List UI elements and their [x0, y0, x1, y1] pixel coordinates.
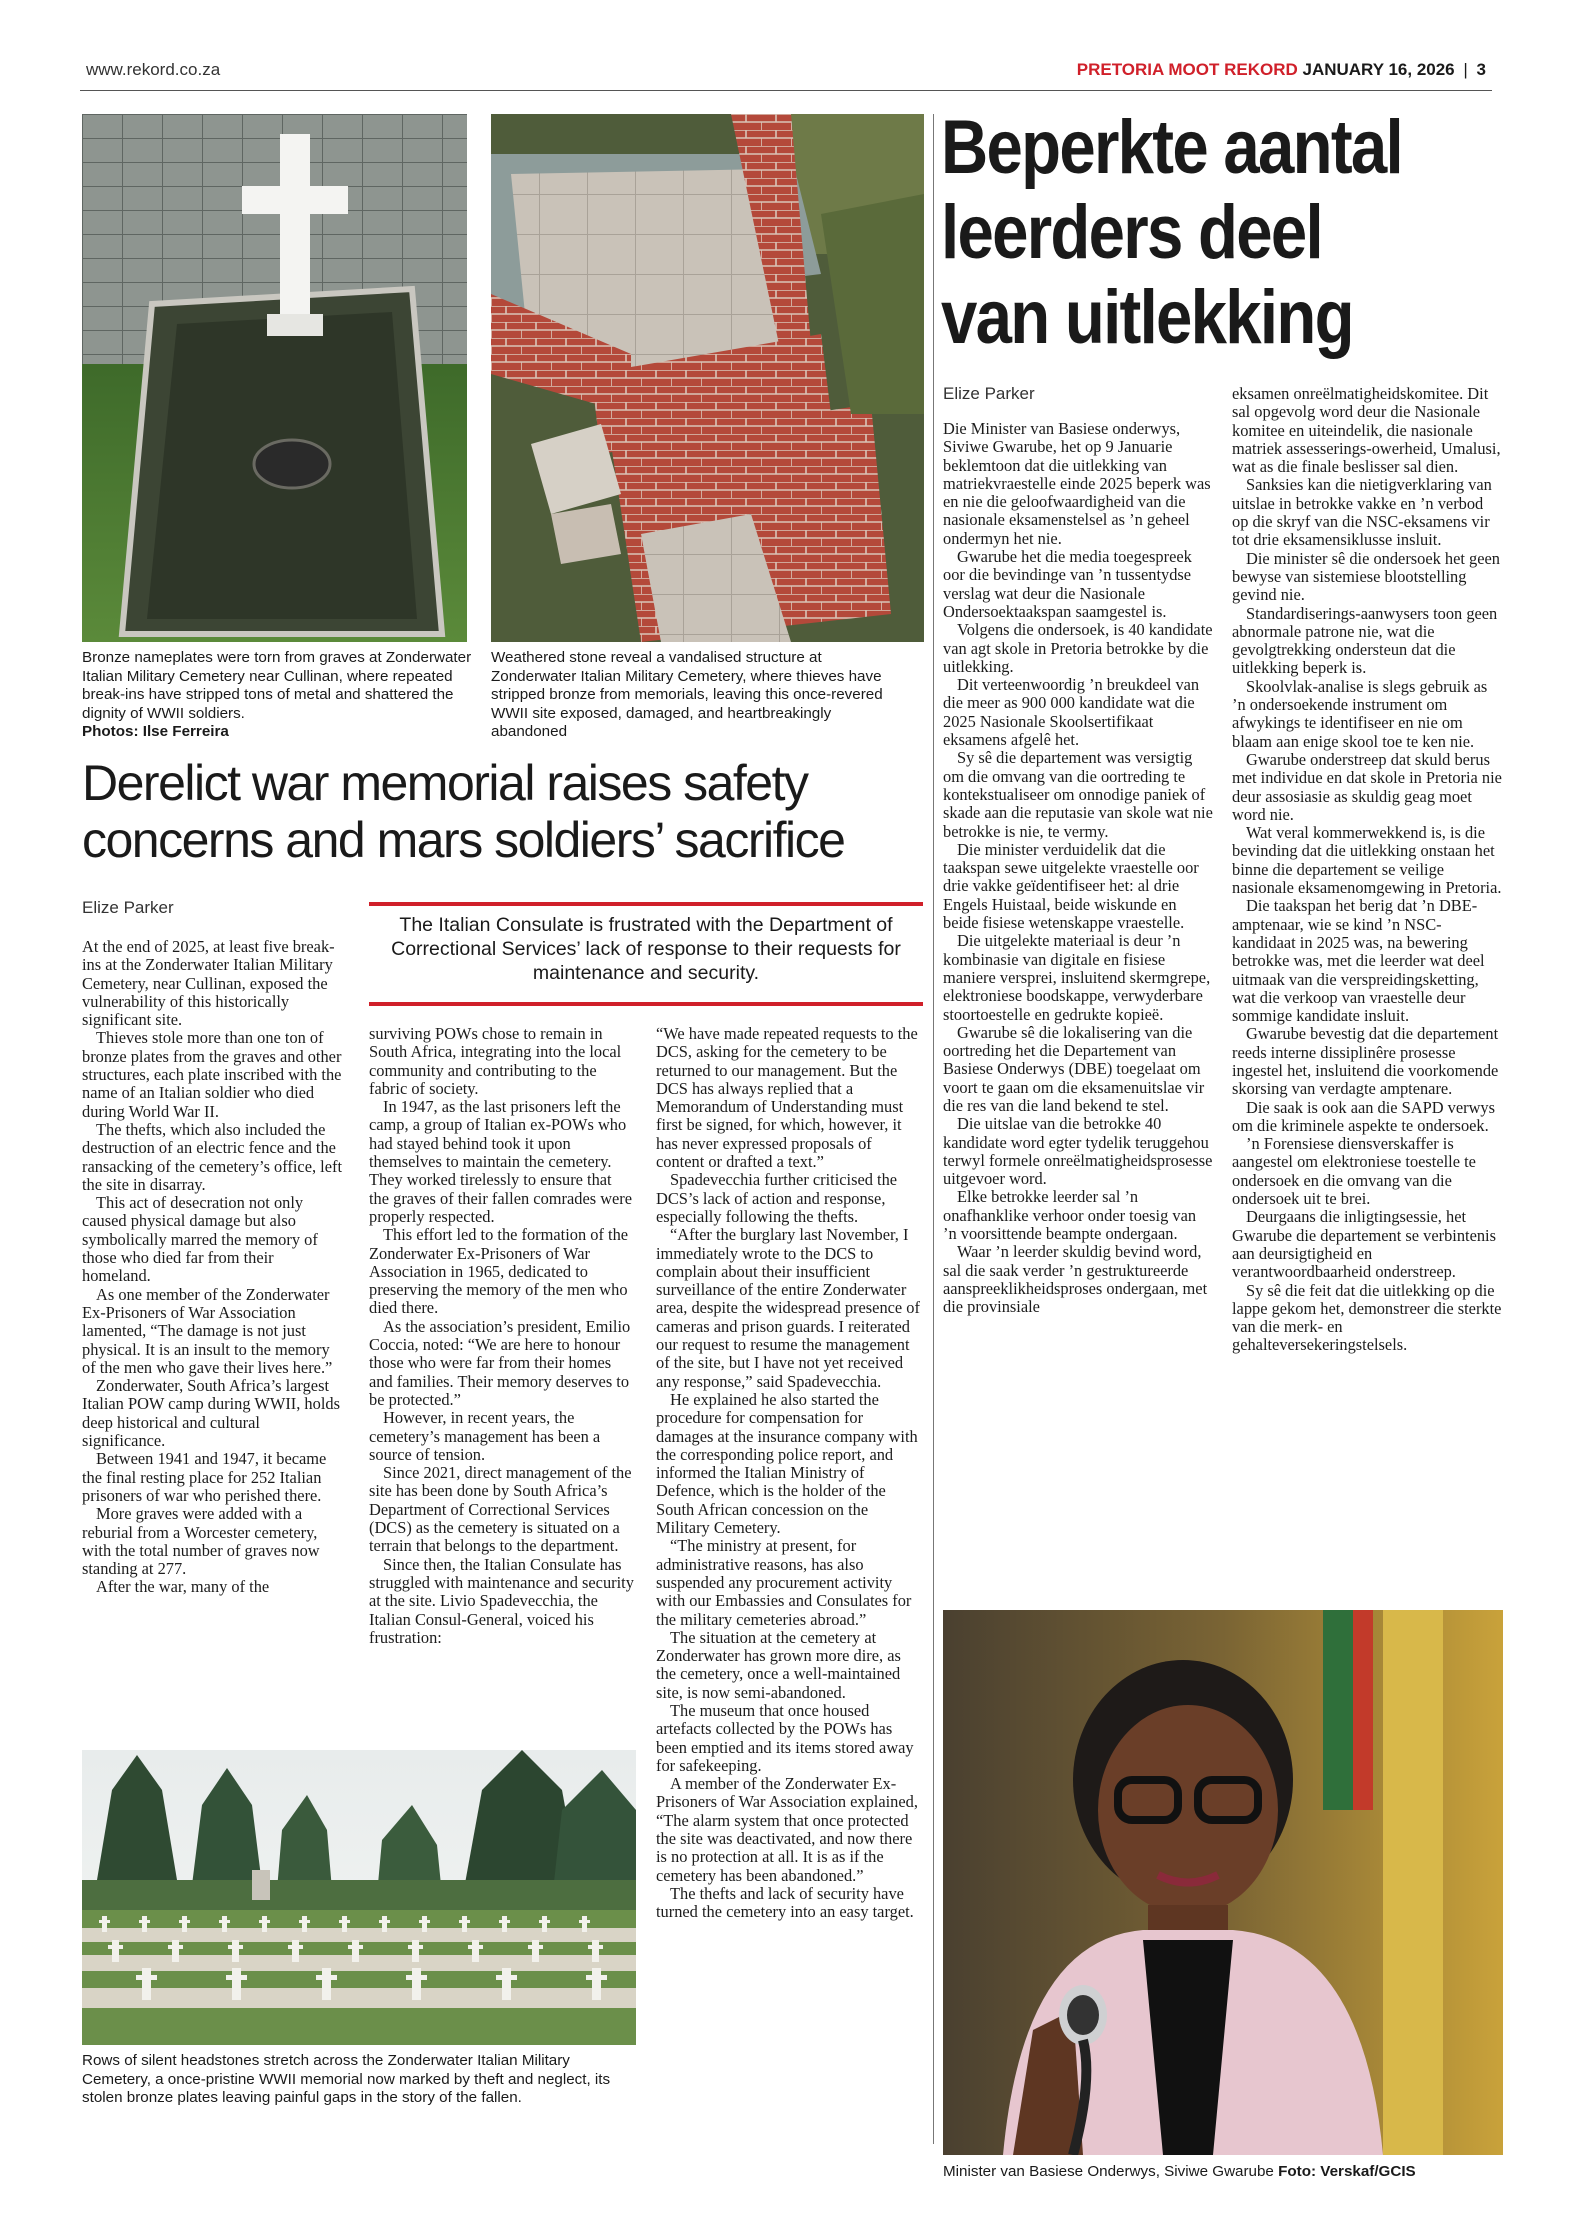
paragraph: Skoolvlak-analise is slegs gebruik as ’n ondersoekende instrument om afwykings te identifiseer en nie om blaam aan enige skool toe te ken nie.: [1232, 676, 1488, 751]
paragraph: Die minister sê die ondersoek het geen bewyse van sistemiese blootstelling gevind nie.: [1232, 548, 1500, 605]
paragraph: surviving POWs chose to remain in South Africa, integrating into the local community and contributing to the fabric of society.: [369, 1024, 622, 1098]
photo-credit: Photos: Ilse Ferreira: [82, 723, 229, 741]
publication-name: PRETORIA MOOT REKORD: [1076, 60, 1298, 79]
grave-cross-caption-block: [82, 649, 478, 742]
memorial-column-3: [656, 1025, 922, 1922]
paragraph: Elke betrokke leerder sal ’n onafhanklike verhoor onder toesig van ’n voorsittende beampte ondergaan.: [943, 1187, 1197, 1244]
paragraph: Die taakspan het berig dat ’n DBE-amptenaar, wie se kind ’n NSC-kandidaat in 2025 was, na bewering betrokke was, met die leerder wat deel uitmaak van die verspreidingsketting, wat die verkoop van vraestelle deur sommige kandidate insluit.: [1232, 896, 1485, 1026]
paragraph: The situation at the cemetery at Zonderwater has grown more dire, as the cemetery, once a well-maintained site, is now semi-abandoned.: [656, 1627, 901, 1702]
leak-headline-line2: leerders deel: [941, 190, 1322, 275]
paragraph: Dit verteenwoordig ’n breukdeel van die meer as 900 000 kandidate wat die 2025 Nasionale Skoolsertifikaat eksamens afgelê het.: [943, 675, 1200, 750]
paragraph: Die minister verduidelik dat die taakspan sewe uitgelekte vraestelle oor drie vakke geïdentifiseer het: al drie Engels Huistaal, beide wiskunde en beide fisiese wetenskappe vraestelle.: [943, 839, 1199, 933]
grave-cross-caption: Bronze nameplates were torn from graves at Zonderwater Italian Military Cemetery near Cullinan, where repeated break-ins have stripped tons of metal and shattered the dignity of WWII soldiers.: [82, 649, 472, 722]
paragraph: This act of desecration not only caused physical damage but also symbolically marred the memory of those who died far from their homeland.: [82, 1193, 318, 1286]
paragraph: Sy sê die departement was versigtig om die omvang van die oortreding te kontekstualiseer om onnodige paniek of skade aan die reputasie van skole wat nie betrokke is nie, te vermy.: [943, 748, 1213, 841]
minister-caption: Minister van Basiese Onderwys, Siviwe Gwarube: [943, 2163, 1274, 2180]
paragraph: After the war, many of the: [96, 1577, 270, 1597]
separator: |: [1463, 60, 1468, 79]
paragraph: Sanksies kan die nietigverklaring van uitslae in betrokke vakke en ’n verbod op die skryf van die NSC-eksamens vir tot drie eksamensiklusse insluit.: [1232, 475, 1492, 550]
paragraph: He explained he also started the procedure for compensation for damages at the insurance company with the corresponding police report, and informed the Italian Ministry of Defence, which is the holder of the South African concession on the Military Cemetery.: [656, 1389, 918, 1538]
paragraph: Volgens die ondersoek, is 40 kandidate van agt skole in Pretoria betrokke by die uitlekking.: [943, 620, 1213, 676]
leak-column-1: [943, 420, 1213, 1317]
paragraph: As one member of the Zonderwater Ex-Prisoners of War Association lamented, “The damage is not just physical. It is an insult to the memory of the men who gave their lives here.”: [82, 1284, 333, 1377]
paragraph: However, in recent years, the cemetery’s management has been a source of tension.: [369, 1408, 601, 1464]
memorial-column-2: [369, 1025, 635, 1647]
paragraph: eksamen onreëlmatigheidskomitee. Dit sal opgevolg word deur die Nasionale komitee en uiteindelik, die nasionale matriek assesserings-owerheid, Umalusi, wat as die finale beslisser sal dien.: [1232, 384, 1501, 477]
paragraph: “The ministry at present, for administrative reasons, has also suspended any procurement activity with our Embassies and Consulates for the military cemeteries abroad.”: [656, 1536, 912, 1629]
issue-date: JANUARY 16, 2026: [1302, 60, 1455, 79]
paragraph: Sy sê die feit dat die uitlekking op die lappe gekom het, demonstreer die sterkte van die merk- en gehalteversekeringstelsels.: [1232, 1280, 1502, 1355]
memorial-headline-line1: Derelict war memorial raises safety: [82, 755, 808, 811]
paragraph: Gwarube onderstreep dat skuld berus met individue en dat skole in Pretoria nie deur assosiasie as skuldig geag moet word nie.: [1232, 749, 1502, 824]
paragraph: Die uitslae van die betrokke 40 kandidate word egter tydelik teruggehou terwyl formele onreëlmatigheidsprosesse uitgevoer word.: [943, 1114, 1213, 1189]
paragraph: Die Minister van Basiese onderwys, Siviwe Gwarube, het op 9 Januarie beklemtoon dat die uitlekking van matriekvraestelle einde 2025 beperk was en nie die geloofwaardigheid van die nasionale eksamenstelsel as ’n geheel ondermyn het nie.: [943, 419, 1211, 548]
cemetery-rows-caption: Rows of silent headstones stretch across the Zonderwater Italian Military Cemetery, a once-pristine WWII memorial now marked by theft and neglect, its stolen bronze plates leaving painful gaps in the story of the fallen.: [82, 2052, 611, 2107]
paragraph: Deurgaans die inligtingsessie, het Gwarube die departement se verbintenis aan deursigtigheid en verantwoordbaarheid onderstreep.: [1232, 1207, 1496, 1282]
paragraph: This effort led to the formation of the Zonderwater Ex-Prisoners of War Association in 1965, dedicated to preserving the memory of the men who died there.: [369, 1225, 629, 1318]
paragraph: Die uitgelekte materiaal is deur ’n kombinasie van digitale en fisiese maniere versprei, insluitend skermgrepe, elektroniese boodskappe, verwyderbare stoortoestelle en gedrukte kopieë.: [943, 931, 1211, 1024]
paragraph: Gwarube het die media toegespreek oor die bevindinge van ’n tussentydse verslag wat deur die Nasionale Ondersoektaakspan saamgestel is.: [943, 547, 1192, 621]
memorial-byline: Elize Parker: [82, 898, 174, 917]
grave-cross-photo: [82, 114, 467, 642]
cemetery-rows-photo: [82, 1750, 636, 2045]
header-rule: [80, 90, 1492, 91]
paragraph: Gwarube bevestig dat die departement reeds interne dissiplinêre prosesse ingestel het, insluitend die voorkomende skorsing van verdagte amptenare.: [1232, 1024, 1499, 1099]
paragraph: Standardiserings-aanwysers toon geen abnormale patrone nie, wat die gevolgtrekking ondersteun dat die uitlekking beperk is.: [1232, 603, 1498, 678]
paragraph: Since 2021, direct management of the site has been done by South Africa’s Department of Correctional Services (DCS) as the cemetery is situated on a terrain that belongs to the department.: [369, 1463, 632, 1556]
leak-byline: Elize Parker: [943, 384, 1035, 403]
paragraph: In 1947, as the last prisoners left the camp, a group of Italian ex-POWs who had stayed behind took it upon themselves to maintain the cemetery. They worked tirelessly to ensure that the graves of their fallen comrades were properly respected.: [369, 1097, 633, 1226]
leak-headline-line3: van uitlekking: [941, 275, 1353, 360]
column-divider: [933, 114, 934, 2144]
paragraph: As the association’s president, Emilio Coccia, noted: “We are here to honour those who were far from their homes and families. Their memory deserves to be protected.”: [369, 1316, 631, 1409]
memorial-column-1: [82, 938, 344, 1597]
paragraph: The thefts, which also included the destruction of an electric fence and the ransacking of the cemetery’s office, left the site in disarray.: [82, 1119, 343, 1194]
paragraph: Between 1941 and 1947, it became the final resting place for 252 Italian prisoners of war who perished there.: [82, 1449, 327, 1505]
paragraph: ’n Forensiese diensverskaffer is aangestel om elektroniese toestelle te ondersoek en die omvang van die ondersoek uit te brei.: [1232, 1134, 1476, 1209]
brick-structure-photo: [491, 114, 924, 642]
minister-photo: [943, 1610, 1503, 2155]
paragraph: The museum that once housed artefacts collected by the POWs has been emptied and its items stored away for safekeeping.: [656, 1700, 914, 1775]
paragraph: At the end of 2025, at least five break-ins at the Zonderwater Italian Military Cemetery, near Cullinan, exposed the vulnerability of this historically significant site.: [82, 937, 335, 1030]
paragraph: Die saak is ook aan die SAPD verwys om die kriminele aspekte te ondersoek.: [1232, 1097, 1496, 1135]
leak-column-2: [1232, 385, 1502, 1355]
page-number: 3: [1476, 60, 1486, 79]
paragraph: Wat veral kommerwekkend is, is die bevinding dat die uitlekking onstaan het binne die departement se veilige nasionale eksamenomgewing in Pretoria.: [1232, 823, 1502, 898]
paragraph: “We have made repeated requests to the DCS, asking for the cemetery to be returned to our management. But the DCS has always replied that a Memorandum of Understanding must first be signed, for which, however, it has never expressed proposals of content or drafted a text.”: [656, 1024, 918, 1172]
paragraph: Waar ’n leerder skuldig bevind word, sal die saak verder ’n gestruktureerde aanspreeklikheidsproses ondergaan, met die provinsiale: [943, 1242, 1208, 1317]
masthead: [1077, 60, 1486, 80]
website-url[interactable]: www.rekord.co.za: [86, 60, 221, 79]
memorial-headline: [82, 755, 922, 869]
leak-headline: [941, 105, 1501, 360]
paragraph: Zonderwater, South Africa’s largest Italian POW camp during WWII, holds deep historical and cultural significance.: [82, 1376, 340, 1451]
pull-quote: The Italian Consulate is frustrated with the Department of Correctional Services’ lack of response to their requests for maintenance and security.: [391, 914, 901, 984]
brick-structure-caption: Weathered stone reveal a vandalised structure at Zonderwater Italian Military Cemetery, where thieves have stripped bronze from memorials, leaving this once-revered WWII site exposed, damaged, and heartbreakingly abandoned: [491, 649, 883, 741]
pull-quote-top-rule: [369, 902, 923, 906]
paragraph: More graves were added with a reburial from a Worcester cemetery, with the total number of graves now standing at 277.: [82, 1504, 320, 1579]
paragraph: Gwarube sê die lokalisering van die oortreding het die Departement van Basiese Onderwys (DBE) toegelaat om voort te gaan om die eksamenuitslae vir die res van die land bekend te stel.: [943, 1022, 1205, 1115]
paragraph: A member of the Zonderwater Ex-Prisoners of War Association explained, “The alarm system that once protected the site was deactivated, and now there is no protection at all. It is as if the cemetery has been abandoned.”: [656, 1774, 918, 1885]
paragraph: Spadevecchia further criticised the DCS’s lack of action and response, especially following the thefts.: [656, 1170, 898, 1226]
memorial-headline-line2: concerns and mars soldiers’ sacrifice: [82, 812, 845, 868]
minister-caption-block: [943, 2163, 1503, 2182]
paragraph: Thieves stole more than one ton of bronze plates from the graves and other structures, each plate inscribed with the name of an Italian soldier who died during World War II.: [82, 1028, 342, 1121]
leak-headline-line1: Beperkte aantal: [941, 105, 1402, 190]
paragraph: “After the burglary last November, I immediately wrote to the DCS to complain about their insufficient surveillance of the entire Zonderwater area, despite the widespread presence of cameras and prison guards. I reiterated our request to resume the management of the site, but I have not yet received any response,” said Spadevecchia.: [656, 1225, 920, 1391]
pull-quote-bottom-rule: [369, 1002, 923, 1006]
minister-photo-credit: Foto: Verskaf/GCIS: [1278, 2163, 1416, 2180]
paragraph: Since then, the Italian Consulate has struggled with maintenance and security at the site. Livio Spadevecchia, the Italian Consul-General, voiced his frustration:: [369, 1554, 634, 1647]
paragraph: The thefts and lack of security have turned the cemetery into an easy target.: [656, 1883, 914, 1922]
